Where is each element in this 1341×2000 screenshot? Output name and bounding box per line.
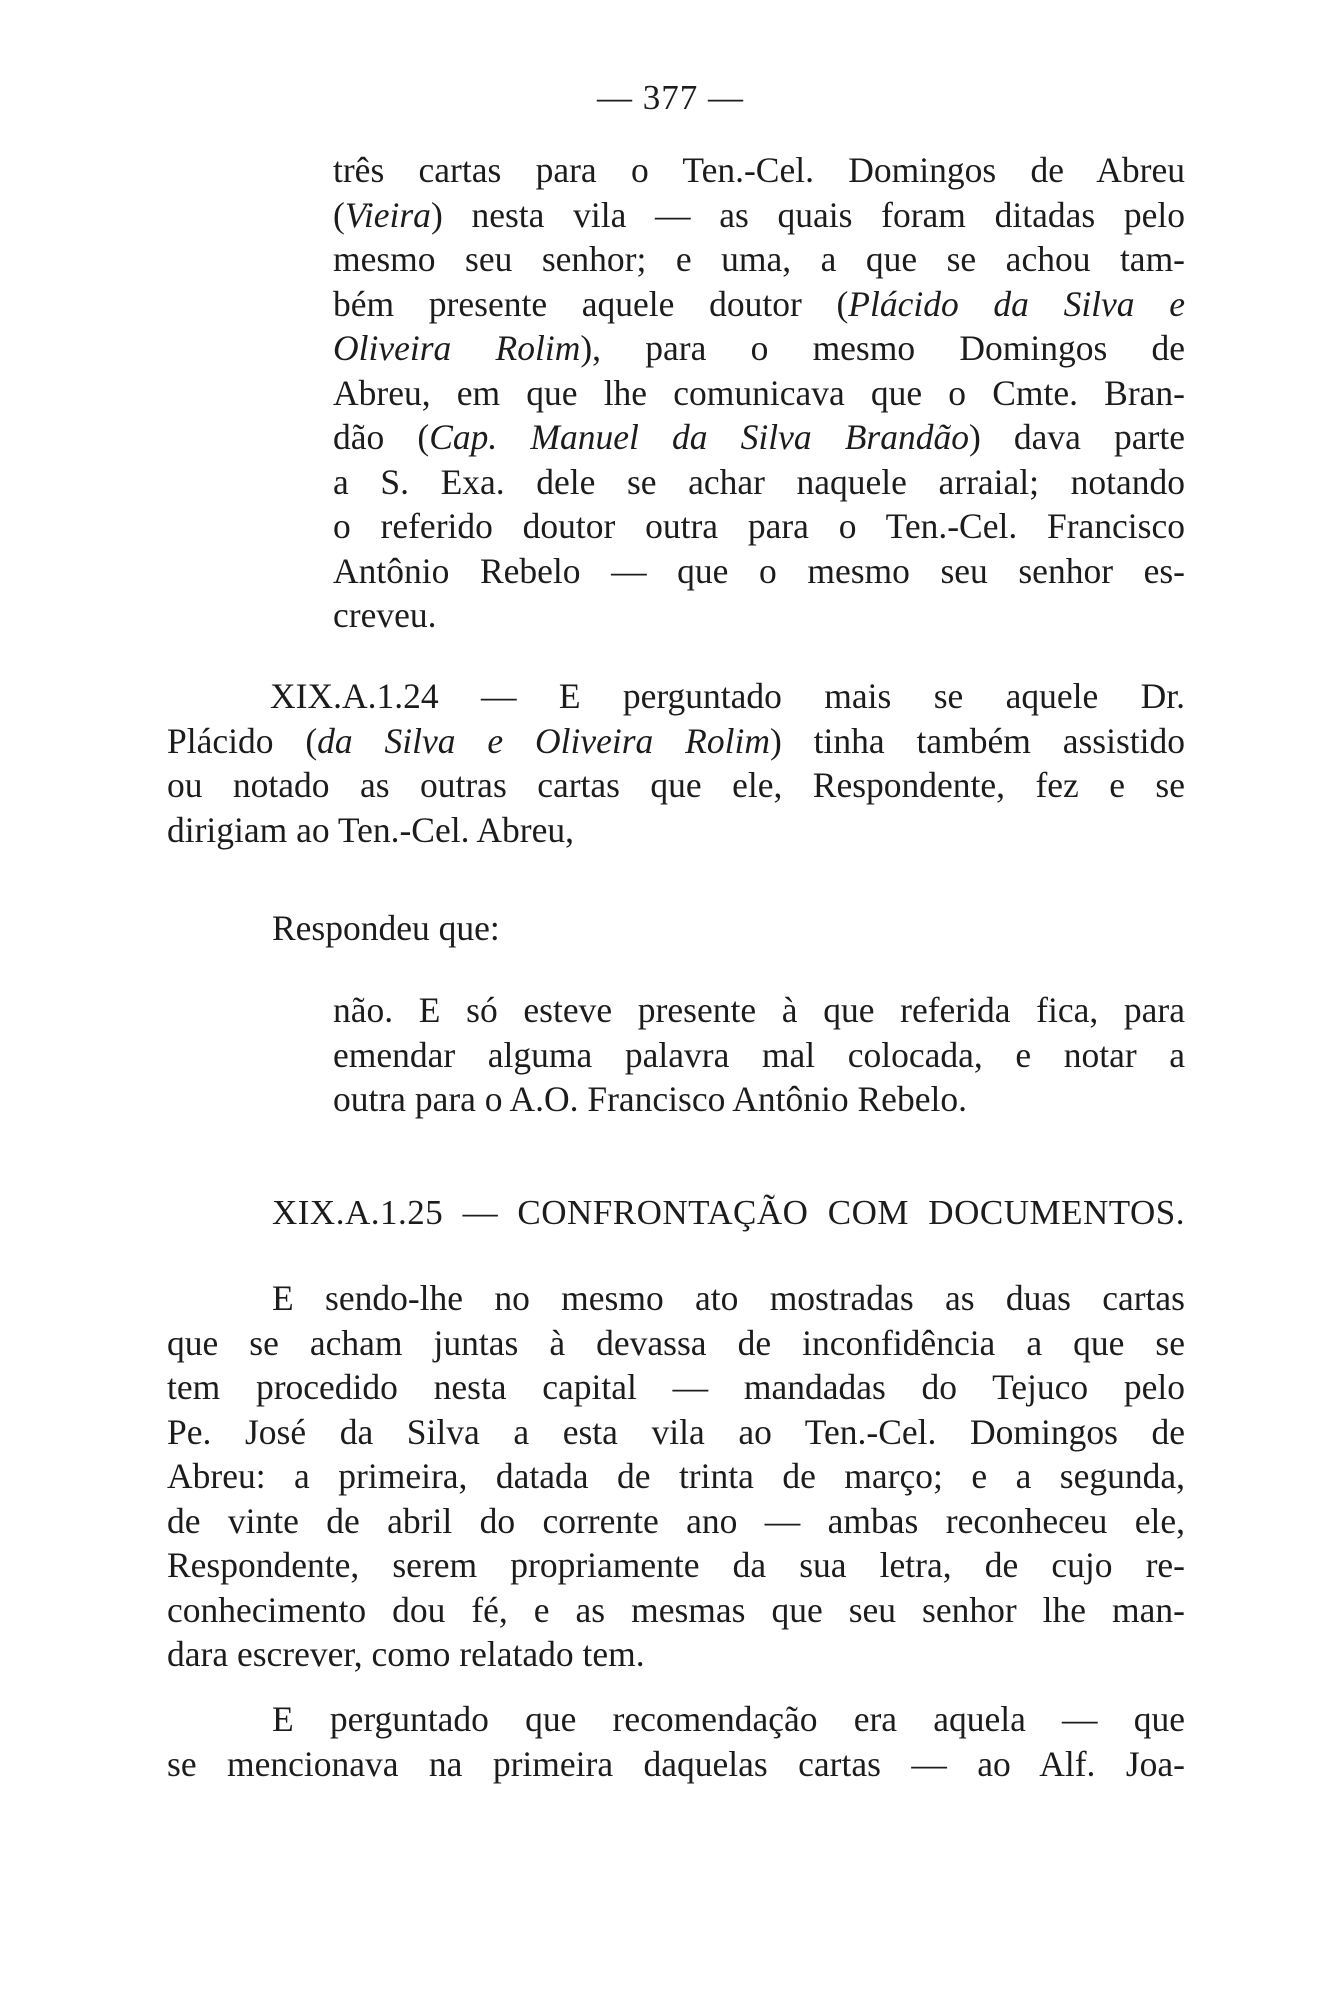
text-line: três cartas para o Ten.-Cel. Domingos de Abreu bbox=[333, 150, 1185, 190]
page-number: — 377 — bbox=[597, 78, 744, 117]
respondeu-label bbox=[272, 906, 872, 951]
text-line: não. E só esteve presente à que referida fica, para bbox=[333, 990, 1185, 1030]
paragraph-answer-24 bbox=[333, 988, 1185, 1122]
text-line: Oliveira Rolim), para o mesmo Domingos de bbox=[333, 328, 1186, 368]
text-line: o referido doutor outra para o Ten.-Cel. Francisco bbox=[333, 506, 1185, 546]
text-line: tem procedido nesta capital — mandadas do Tejuco pelo bbox=[167, 1367, 1185, 1407]
text-line: Respondeu que: bbox=[272, 908, 500, 948]
paragraph-question-recommendation bbox=[167, 1697, 1185, 1786]
text-line: ou notado as outras cartas que ele, Respondente, fez e se bbox=[167, 765, 1185, 805]
text-line: creveu. bbox=[333, 595, 437, 635]
text-line: se mencionava na primeira daquelas cartas — ao Alf. Joa- bbox=[167, 1743, 1185, 1784]
text-line: dão (Cap. Manuel da Silva Brandão) dava parte bbox=[333, 417, 1185, 457]
text-line: E perguntado que recomendação era aquela — que bbox=[272, 1699, 1185, 1739]
text-line: dara escrever, como relatado tem. bbox=[167, 1634, 645, 1674]
text-line: outra para o A.O. Francisco Antônio Rebelo. bbox=[333, 1079, 967, 1119]
text-line: a S. Exa. dele se achar naquele arraial; notando bbox=[333, 461, 1185, 502]
text-line: que se acham juntas à devassa de inconfidência a que se bbox=[167, 1322, 1185, 1363]
text-line: Pe. José da Silva a esta vila ao Ten.-Cel. Domingos de bbox=[167, 1411, 1185, 1452]
text-line: Abreu: a primeira, datada de trinta de março; e a segunda, bbox=[167, 1456, 1185, 1496]
text-line: XIX.A.1.24 — E perguntado mais se aquele Dr. bbox=[270, 676, 1185, 716]
text-line: mesmo seu senhor; e uma, a que se achou tam- bbox=[333, 239, 1185, 279]
text-line: Abreu, em que lhe comunicava que o Cmte. Bran- bbox=[333, 372, 1185, 413]
paragraph-question-24 bbox=[167, 674, 1185, 852]
text-line: Antônio Rebelo — que o mesmo seu senhor es- bbox=[333, 550, 1185, 591]
text-line: bém presente aquele doutor (Plácido da Silva e bbox=[333, 283, 1185, 324]
paragraph-answer-continuation bbox=[333, 148, 1185, 638]
text-line: Plácido (da Silva e Oliveira Rolim) tinha também assistido bbox=[167, 720, 1186, 761]
text-line: E sendo-lhe no mesmo ato mostradas as duas cartas bbox=[272, 1278, 1185, 1318]
text-line: emendar alguma palavra mal colocada, e notar a bbox=[333, 1034, 1185, 1075]
text-line: de vinte de abril do corrente ano — ambas reconheceu ele, bbox=[167, 1500, 1185, 1541]
text-line: dirigiam ao Ten.-Cel. Abreu, bbox=[167, 809, 574, 850]
text-line: Respondente, serem propriamente da sua letra, de cujo re- bbox=[167, 1545, 1185, 1585]
text-line: conhecimento dou fé, e as mesmas que seu senhor lhe man- bbox=[167, 1589, 1185, 1630]
text-line: (Vieira) nesta vila — as quais foram ditadas pelo bbox=[333, 194, 1185, 235]
paragraph-confrontation bbox=[167, 1276, 1185, 1677]
section-heading: XIX.A.1.25 — CONFRONTAÇÃO COM DOCUMENTOS. bbox=[272, 1193, 1185, 1232]
